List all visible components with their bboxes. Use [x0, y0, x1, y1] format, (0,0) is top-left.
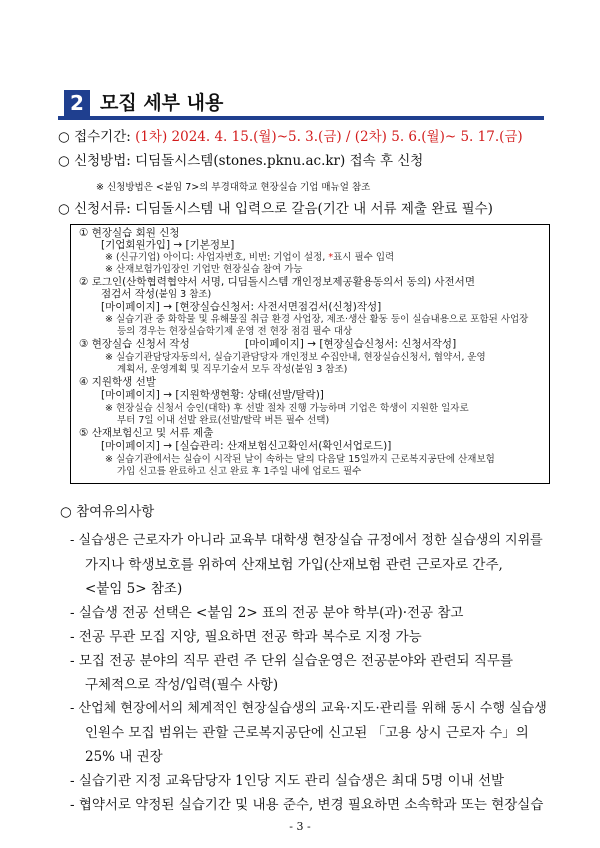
- notice-line-9: 인원수 모집 범위는 관할 근로복지공단에 신고된 「고용 상시 근로자 수」의: [85, 725, 529, 741]
- section-number: 2: [64, 90, 90, 116]
- notice-line-6: - 모집 전공 분야의 직무 관련 주 단위 실습운영은 전공분야와 관련되 직무를: [70, 653, 513, 669]
- notice-line-3: <붙임 5> 참조): [85, 581, 183, 597]
- notice-line-4: - 실습생 전공 선택은 <붙임 2> 표의 전공 분야 학부(과)·전공 참고: [70, 605, 464, 621]
- section-title: 모집 세부 내용: [100, 92, 224, 114]
- notice-title: ○ 참여유의사항: [60, 504, 155, 520]
- notice-line-1: - 실습생은 근로자가 아니라 교육부 대학생 현장실습 규정에서 정한 실습생의 지위를: [70, 533, 543, 548]
- step-4-note-1: ※ 현장실습 신청서 승인(대학) 후 선발 절차 진행 가능하며 기업은 학생이 지원한 일자로: [105, 403, 469, 414]
- notice-line-10: 25% 내 권장: [85, 749, 163, 765]
- step-3-path: [마이페이지] → [현장실습신청서: 신청서작성]: [245, 338, 457, 350]
- step-3-note-1: ※ 실습기관담당자동의서, 실습기관담당자 개인정보 수집안내, 현장실습신청서, 협약서, 운영: [105, 352, 486, 363]
- step-2-note-1: ※ 실습기관 중 화학물 및 유해물질 취급 환경 사업장, 제조·생산 활동 등이 실습내용으로 포함된 사업장: [105, 314, 529, 325]
- step-1-note-2: ※ 산재보험가입장인 기업만 현장실습 참여 가능: [105, 264, 303, 275]
- method-note: ※ 신청방법은 <붙임 7>의 부경대학교 현장실습 기업 매뉴얼 참조: [96, 182, 371, 193]
- section-header: [58, 88, 544, 118]
- period-line: [58, 128, 523, 146]
- step-1-note-1: ※ (신규기업) 아이디: 사업자번호, 비번: 기업이 설정, *표시 필수 입력: [105, 252, 395, 263]
- step-1-title: ① 현장실습 회원 신청: [79, 227, 180, 239]
- notice-line-12: - 협약서로 약정된 실습기간 및 내용 준수, 변경 필요하면 소속학과 또는 현장실습: [70, 797, 544, 813]
- step-5-title: ⑤ 산재보험신고 및 서류 제출: [79, 427, 214, 439]
- step-4-title: ④ 지원학생 선발: [79, 376, 156, 388]
- step-2-title: ② 로그인(산학협력협약서 서명, 디딤돌시스템 개인정보제공활용동의서 동의) 사전서면: [79, 276, 475, 288]
- period-sep: /: [341, 129, 355, 145]
- step-4-note-2: 부터 7일 이내 선발 완료(선발/탈락 버튼 필수 선택): [117, 415, 330, 426]
- notice-line-11: - 실습기관 지정 교육담당자 1인당 지도 관리 실습생은 최대 5명 이내 선발: [70, 773, 505, 789]
- step-1-path: [기업회원가입] → [기본정보]: [101, 239, 235, 251]
- step-2-title-cont: 점검서 작성(붙임 3 참조): [101, 288, 212, 300]
- notice-line-2: 가지나 학생보호를 위하여 산재보험 가입(산재보험 관련 근로자로 간주,: [85, 557, 503, 573]
- method-line: ○ 신청방법: 디딤돌시스템(stones.pknu.ac.kr) 접속 후 신청: [58, 153, 424, 169]
- step-3-title: ③ 현장실습 신청서 작성: [79, 338, 190, 350]
- step-5-note-2: 가입 신고를 완료하고 신고 완료 후 1주일 내에 업로드 필수: [117, 466, 362, 477]
- step-5-note-1: ※ 실습기관에서는 실습이 시작된 날이 속하는 달의 다음달 15일까지 근로복지공단에 산재보험: [105, 454, 495, 465]
- step-2-note-2: 등의 경우는 현장실습학기제 운영 전 현장 점검 필수 대상: [117, 326, 353, 337]
- page-number: - 3 -: [289, 820, 311, 833]
- step-4-path: [마이페이지] → [지원학생현황: 상태(선발/탈락)]: [101, 389, 324, 401]
- notice-line-7: 구체적으로 작성/입력(필수 사항): [85, 677, 279, 693]
- step-5-path: [마이페이지] → [실습관리: 산재보험신고확인서(확인서업로드)]: [101, 440, 392, 452]
- period-label: ○ 접수기간:: [58, 129, 136, 145]
- notice-line-8: - 산업체 현장에서의 체계적인 현장실습생의 교육·지도·관리를 위해 동시 수행 실습생: [70, 701, 547, 716]
- step-3-note-2: 계획서, 운영계획 및 직무기술서 모두 작성(붙임 3 참조): [117, 364, 348, 375]
- period-first: (1차) 2024. 4. 15.(월)~5. 3.(금): [135, 129, 342, 145]
- notice-line-5: - 전공 무관 모집 지양, 필요하면 전공 학과 복수로 지정 가능: [70, 629, 422, 645]
- documents-line: ○ 신청서류: 디딤돌시스템 내 입력으로 갈음(기간 내 서류 제출 완료 필수): [58, 201, 493, 217]
- period-second: (2차) 5. 6.(월)~ 5. 17.(금): [354, 129, 523, 145]
- step-2-path: [마이페이지] → [현장실습신청서: 사전서면점검서(신청)작성]: [101, 301, 382, 313]
- section-rule: [58, 116, 544, 120]
- steps-box: [70, 224, 550, 484]
